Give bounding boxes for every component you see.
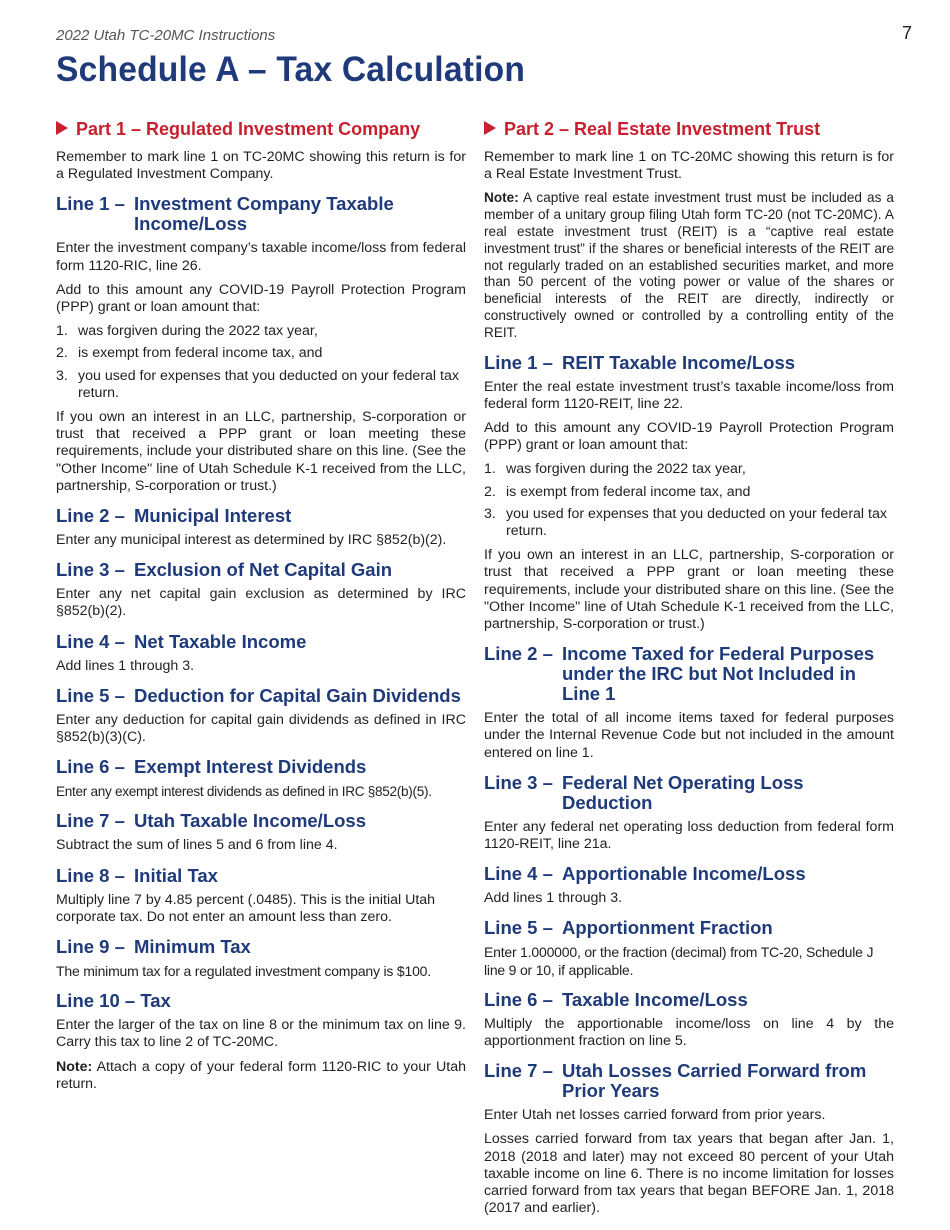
ppp-criteria-list: [56, 323, 466, 402]
part-1-title: Part 1 – Regulated Investment Company: [76, 119, 421, 139]
list-item: 3. you used for expenses that you deducted on your federal tax return.: [56, 367, 459, 401]
line-4-heading: Line 4 – Apportionable Income/Loss: [484, 863, 806, 885]
line-2-heading: Line 2 – Municipal Interest: [56, 505, 292, 527]
line-8-heading: Line 8 – Initial Tax: [56, 864, 218, 886]
line-6-heading: Line 6 – Taxable Income/Loss: [484, 988, 748, 1010]
line-5-heading: Line 5 – Apportionment Fraction: [484, 917, 773, 939]
line-7-text: Enter Utah net losses carried forward from prior years.: [484, 1107, 826, 1124]
line-4-text: Add lines 1 through 3.: [484, 890, 623, 907]
line-1-paragraph-3: If you own an interest in an LLC, partnership, S-corporation or trust that received a PPP grant or loan meeting these requirements, include your distributed share on this line. (See the "Other Income" line of Utah Schedule K-1 received from the LLC, partnership, S-corporation or trust.): [484, 547, 894, 633]
line-4-heading: Line 4 – Net Taxable Income: [56, 630, 307, 652]
line-1-paragraph-3: If you own an interest in an LLC, partnership, S-corporation or trust that received a PPP grant or loan meeting these requirements, include your distributed share on this line. (See the "Other Income" line of Utah Schedule K-1 received from the LLC, partnership, S-corporation or trust.): [56, 409, 466, 494]
line-9-heading: Line 9 – Minimum Tax: [56, 936, 251, 958]
captive-reit-note: Note: A captive real estate investment trust must be included as a member of a unitary group filing Utah form TC-20 (not TC-20MC). A real estate investment trust (REIT) is a “captive real estate investment trust” if the shares or beneficial interests of the REIT are not regularly traded on an established securities market, and more than 50 percent of the voting power or value of the shares or beneficial interests of the REIT are directly, indirectly or constructively owned or controlled by a controlling entity of the REIT.: [484, 190, 894, 340]
line-7-heading: Line 7 – Utah Taxable Income/Loss: [56, 810, 366, 832]
line-number: Line 1 –: [56, 193, 131, 215]
line-2-heading: Line 2 – Income Taxed for Federal Purposes under the IRC but Not Included in Line 1: [484, 643, 875, 705]
part-2-title: Part 2 – Real Estate Investment Trust: [504, 119, 821, 139]
line-6-heading: Line 6 – Exempt Interest Dividends: [56, 756, 367, 778]
line-5-text: Enter any deduction for capital gain dividends as defined in IRC §852(b)(3)(C).: [56, 711, 466, 746]
line-10-heading: Line 10 – Tax: [56, 990, 171, 1012]
list-item: 3. you used for expenses that you deducted on your federal tax return.: [484, 505, 887, 539]
part-2-heading: [484, 118, 894, 140]
line-1-paragraph-1: Enter the real estate investment trust’s taxable income/loss from federal form 1120-REIT, line 22.: [484, 378, 894, 412]
line-1-paragraph-2: Add to this amount any COVID-19 Payroll Protection Program (PPP) grant or loan amount that:: [56, 281, 466, 316]
line-title: Investment Company Taxable Income/Loss: [134, 193, 394, 235]
line-3-text: Enter any federal net operating loss deduction from federal form 1120-REIT, line 21a.: [484, 818, 894, 853]
line-6-text: Enter any exempt interest dividends as defined in IRC §852(b)(5).: [56, 784, 432, 800]
list-item: 1. was forgiven during the 2022 tax year,: [484, 461, 746, 478]
left-column: [56, 118, 466, 1100]
part-1-intro: Remember to mark line 1 on TC-20MC showing this return is for a Regulated Investment Company.: [56, 149, 466, 183]
line-3-heading: Line 3 – Exclusion of Net Capital Gain: [56, 559, 393, 581]
right-column: [484, 118, 894, 1224]
line-5-text: Enter 1.000000, or the fraction (decimal) from TC-20, Schedule J line 9 or 10, if applicable.: [484, 944, 874, 978]
line-4-text: Add lines 1 through 3.: [56, 657, 195, 674]
triangle-arrow-icon: [484, 121, 496, 135]
line-1-paragraph-2: Add to this amount any COVID-19 Payroll Protection Program (PPP) grant or loan amount that:: [484, 419, 894, 454]
line-8-text: Multiply line 7 by 4.85 percent (.0485). This is the initial Utah corporate tax. Do not enter an amount less than zero.: [56, 891, 436, 925]
line-1-heading: Line 1 – REIT Taxable Income/Loss: [484, 351, 796, 373]
part-1-heading: [56, 118, 466, 140]
line-3-heading: Line 3 – Federal Net Operating Loss Deduction: [484, 771, 804, 813]
list-item: 2. is exempt from federal income tax, and: [484, 483, 751, 500]
line-9-text: The minimum tax for a regulated investment company is $100.: [56, 963, 431, 980]
line-7-text: Subtract the sum of lines 5 and 6 from line 4.: [56, 837, 338, 854]
page-title: Schedule A – Tax Calculation: [56, 50, 526, 89]
line-7-heading: Line 7 – Utah Losses Carried Forward from Prior Years: [484, 1060, 867, 1102]
line-2-text: Enter the total of all income items taxed for federal purposes under the Internal Revenue Code but not included in the amount entered on line 1.: [484, 710, 894, 761]
document-header-title: 2022 Utah TC-20MC Instructions: [56, 27, 276, 44]
line-10-note: Note: Attach a copy of your federal form 1120-RIC to your Utah return.: [56, 1058, 466, 1092]
list-item: 1. was forgiven during the 2022 tax year,: [56, 323, 318, 340]
page-number: 7: [901, 23, 912, 43]
line-5-heading: Line 5 – Deduction for Capital Gain Dividends: [56, 684, 461, 706]
list-item: 2. is exempt from federal income tax, and: [56, 345, 323, 362]
line-1-paragraph-1: Enter the investment company’s taxable income/loss from federal form 1120-RIC, line 26.: [56, 240, 466, 274]
triangle-arrow-icon: [56, 121, 68, 135]
line-6-text: Multiply the apportionable income/loss on line 4 by the apportionment fraction on line 5.: [484, 1015, 894, 1050]
line-10-text: Enter the larger of the tax on line 8 or the minimum tax on line 9. Carry this tax to line 2 of TC-20MC.: [56, 1017, 466, 1051]
ppp-criteria-list: [484, 461, 894, 540]
line-7-text-2: Losses carried forward from tax years that began after Jan. 1, 2018 (2018 and later) may not exceed 80 percent of your Utah taxable income on line 6. There is no income limitation for losses carried forward from tax years that began BEFORE Jan. 1, 2018 (2017 and earlier).: [484, 1131, 894, 1217]
line-2-text: Enter any municipal interest as determined by IRC §852(b)(2).: [56, 532, 447, 549]
line-1-heading: [56, 194, 466, 234]
line-3-text: Enter any net capital gain exclusion as determined by IRC §852(b)(2).: [56, 586, 466, 620]
part-2-intro: Remember to mark line 1 on TC-20MC showing this return is for a Real Estate Investment Trust.: [484, 149, 894, 183]
